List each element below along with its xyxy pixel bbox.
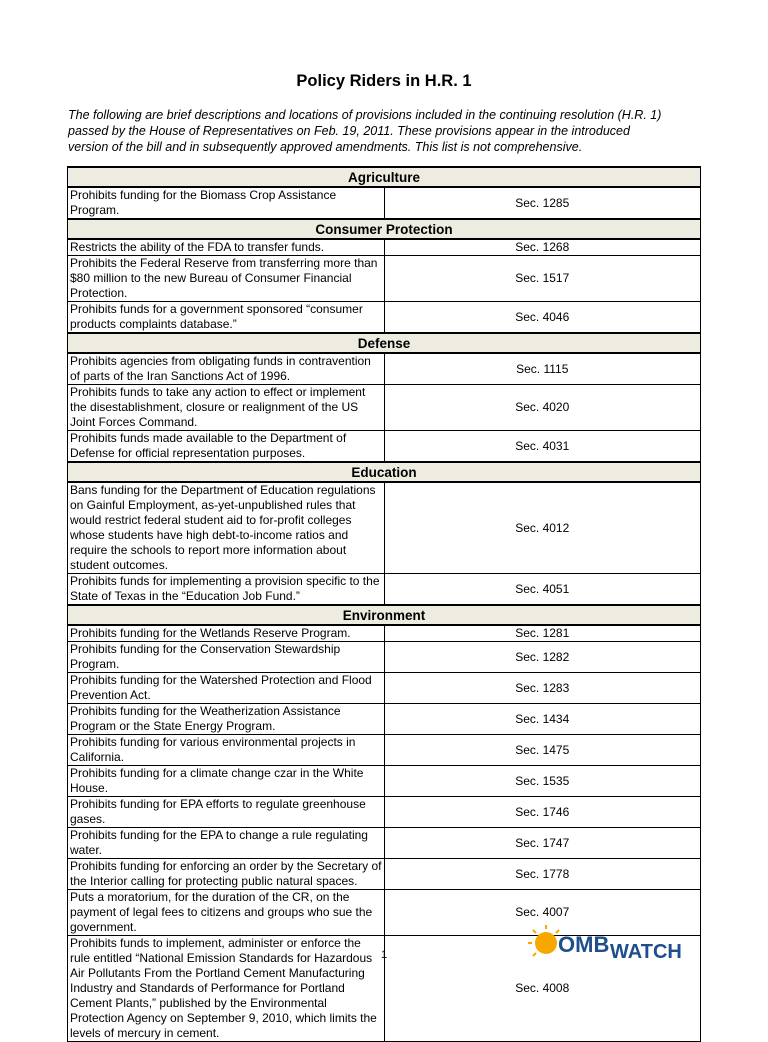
table-row: [68, 431, 701, 463]
category-row: [68, 219, 701, 239]
provision-description: Prohibits funding for the Conservation Stewardship Program.: [68, 642, 385, 673]
section-number: Sec. 1281: [384, 625, 701, 642]
provision-description: Prohibits agencies from obligating funds in contravention of parts of the Iran Sanctions Act of 1996.: [68, 353, 385, 385]
logo-wordmark-omb: OMB: [558, 932, 610, 957]
section-number: Sec. 1282: [384, 642, 701, 673]
table-row: [68, 385, 701, 431]
omb-watch-logo: [528, 921, 708, 965]
section-number: Sec. 4012: [384, 482, 701, 574]
page-title: Policy Riders in H.R. 1: [296, 72, 472, 90]
table-row: [68, 187, 701, 219]
table-row: [68, 574, 701, 606]
provision-description: Prohibits funding for a climate change czar in the White House.: [68, 766, 385, 797]
table-row: [68, 642, 701, 673]
section-number: Sec. 4046: [384, 302, 701, 334]
table-row: [68, 625, 701, 642]
section-number: Sec. 4008: [384, 936, 701, 1042]
page-number: 1: [380, 949, 388, 961]
section-number: Sec. 1778: [384, 859, 701, 890]
table-row: [68, 353, 701, 385]
section-number: Sec. 1746: [384, 797, 701, 828]
provision-description: Prohibits funding for the Weatherization Assistance Program or the State Energy Program.: [68, 704, 385, 735]
section-number: Sec. 1285: [384, 187, 701, 219]
intro-paragraph: [68, 107, 708, 155]
provision-description: Prohibits funding for the EPA to change a rule regulating water.: [68, 828, 385, 859]
section-number: Sec. 4031: [384, 431, 701, 463]
category-row: [68, 462, 701, 482]
provision-description: Prohibits funding for the Wetlands Reserve Program.: [68, 625, 385, 642]
category-heading: Education: [68, 462, 701, 482]
sun-icon: [528, 925, 559, 956]
category-row: [68, 167, 701, 187]
provision-description: Restricts the ability of the FDA to transfer funds.: [68, 239, 385, 256]
category-heading: Defense: [68, 333, 701, 353]
category-heading: Environment: [68, 605, 701, 625]
provision-description: Bans funding for the Department of Education regulations on Gainful Employment, as-yet-unpublished rules that would restrict federal student aid to for-profit colleges whose students have high debt-to-income ratios and require the schools to report more information about student outcomes.: [68, 482, 385, 574]
provision-description: Prohibits funds to implement, administer or enforce the rule entitled “National Emission Standards for Hazardous Air Pollutants From the Portland Cement Manufacturing Industry and Standards of Performance for Portland Cement Plants,” published by the Environmental Protection Agency on September 9, 2010, which limits the levels of mercury in cement.: [68, 936, 385, 1042]
table-row: [68, 735, 701, 766]
provision-description: Prohibits funds for a government sponsored “consumer products complaints database.”: [68, 302, 385, 334]
riders-table: [67, 166, 701, 1042]
provision-description: Prohibits funds to take any action to effect or implement the disestablishment, closure or realignment of the US Joint Forces Command.: [68, 385, 385, 431]
provision-description: Prohibits funding for EPA efforts to regulate greenhouse gases.: [68, 797, 385, 828]
table-row: [68, 797, 701, 828]
table-row: [68, 766, 701, 797]
provision-description: Prohibits funding for enforcing an order by the Secretary of the Interior calling for protecting public natural spaces.: [68, 859, 385, 890]
provision-description: Prohibits the Federal Reserve from transferring more than $80 million to the new Bureau of Consumer Financial Protection.: [68, 256, 385, 302]
table-row: [68, 482, 701, 574]
category-heading: Consumer Protection: [68, 219, 701, 239]
section-number: Sec. 1115: [384, 353, 701, 385]
category-heading: Agriculture: [68, 167, 701, 187]
table-row: [68, 256, 701, 302]
section-number: Sec. 1434: [384, 704, 701, 735]
category-row: [68, 333, 701, 353]
section-number: Sec. 4051: [384, 574, 701, 606]
provision-description: Prohibits funding for various environmental projects in California.: [68, 735, 385, 766]
intro-line: The following are brief descriptions and locations of provisions included in the continuing resolution (H.R. 1): [68, 108, 662, 122]
table-row: [68, 239, 701, 256]
table-row: [68, 673, 701, 704]
section-number: Sec. 1747: [384, 828, 701, 859]
provision-description: Prohibits funding for the Biomass Crop Assistance Program.: [68, 187, 385, 219]
intro-line: passed by the House of Representatives on Feb. 19, 2011. These provisions appear in the introduced: [68, 124, 630, 138]
section-number: Sec. 1535: [384, 766, 701, 797]
provision-description: Puts a moratorium, for the duration of the CR, on the payment of legal fees to citizens and groups who sue the government.: [68, 890, 385, 936]
logo-wordmark-watch: WATCH: [610, 941, 682, 963]
section-number: Sec. 1517: [384, 256, 701, 302]
provision-description: Prohibits funding for the Watershed Protection and Flood Prevention Act.: [68, 673, 385, 704]
provision-description: Prohibits funds made available to the Department of Defense for official representation purposes.: [68, 431, 385, 463]
section-number: Sec. 4007: [384, 890, 701, 936]
section-number: Sec. 4020: [384, 385, 701, 431]
table-row: [68, 859, 701, 890]
category-row: [68, 605, 701, 625]
table-row: [68, 828, 701, 859]
section-number: Sec. 1475: [384, 735, 701, 766]
section-number: Sec. 1268: [384, 239, 701, 256]
table-row: [68, 302, 701, 334]
table-row: [68, 704, 701, 735]
provision-description: Prohibits funds for implementing a provision specific to the State of Texas in the “Education Job Fund.”: [68, 574, 385, 606]
intro-line: version of the bill and in subsequently approved amendments. This list is not comprehensive.: [68, 140, 583, 154]
section-number: Sec. 1283: [384, 673, 701, 704]
